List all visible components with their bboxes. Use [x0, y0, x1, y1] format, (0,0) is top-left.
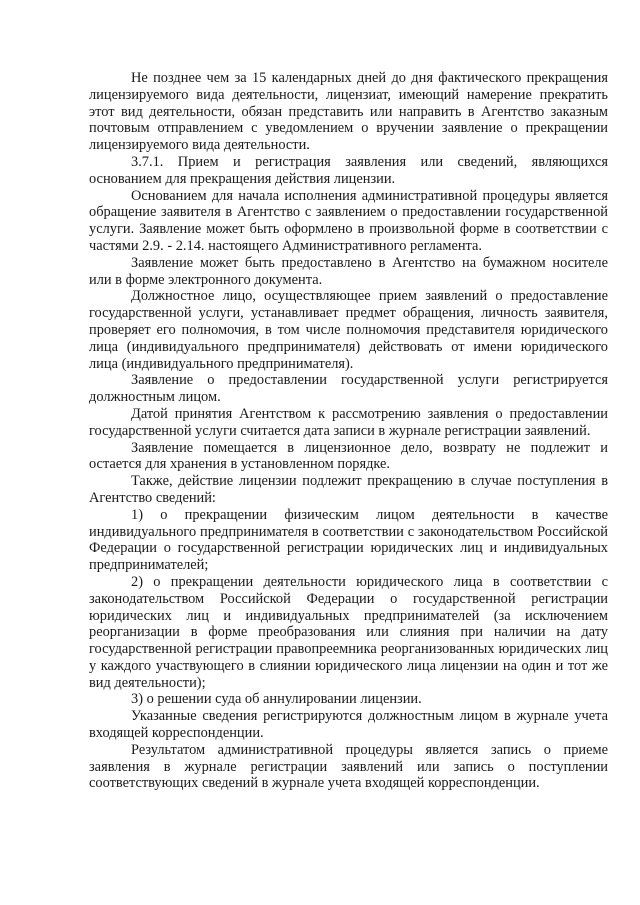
paragraph-termination-cases: Также, действие лицензии подлежит прекращению в случае поступления в Агентство сведений:	[89, 473, 608, 506]
paragraph-registration: Заявление о предоставлении государственной услуги регистрируется должностным лицом.	[89, 372, 608, 406]
paragraph-official-duties: Должностное лицо, осуществляющее прием заявлений о предоставление государственной услуги, устанавливает предмет обращения, личность заявителя, проверяет его полномочия, в том числе полномочия представителя юридического лица (индивидуального предпринимателя) действовать от имени юридического лица (индивидуального предпринимателя).	[89, 288, 608, 372]
paragraph-correspondence-log: Указанные сведения регистрируются должностным лицом в журнале учета входящей корреспонденции.	[89, 708, 608, 742]
paragraph-license-file: Заявление помещается в лицензионное дело, возврату не подлежит и остается для хранения в установленном порядке.	[89, 439, 608, 473]
list-item-1: 1) о прекращении физическим лицом деятельности в качестве индивидуального предпринимателя в соответствии с законодательством Российской Федерации о государственной регистрации юридических лиц и индивидуальных предпринимателей;	[89, 506, 608, 574]
paragraph-procedure-result: Результатом административной процедуры является запись о приеме заявления в журнале регистрации заявлений или запись о поступлении соответствующих сведений в журнале учета входящей корреспонденции.	[89, 741, 608, 792]
paragraph-submission-form: Заявление может быть предоставлено в Агентство на бумажном носителе или в форме электронного документа.	[89, 254, 608, 288]
list-item-2: 2) о прекращении деятельности юридического лица в соответствии с законодательством Российской Федерации о государственной регистрации юридических лиц и индивидуальных предпринимателей (за исключением реорганизации в форме преобразования или слияния при наличии на дату государственной регистрации правопреемника реорганизованных юридических лиц у каждого участвующего в слиянии юридического лица лицензии на один и тот же вид деятельности);	[89, 573, 608, 691]
paragraph-acceptance-date: Датой принятия Агентством к рассмотрению заявления о предоставлении государственной услуги считается дата записи в журнале регистрации заявлений.	[89, 405, 608, 439]
document-page	[89, 70, 608, 792]
list-item-3: 3) о решении суда об аннулировании лицензии.	[131, 691, 422, 708]
paragraph-notice-deadline: Не позднее чем за 15 календарных дней до дня фактического прекращения лицензируемого вида деятельности, лицензиат, имеющий намерение прекратить этот вид деятельности, обязан представить или направить в Агентство заказным почтовым отправлением с уведомлением о вручении заявление о прекращении лицензируемого вида деятельности.	[89, 70, 608, 154]
paragraph-procedure-basis: Основанием для начала исполнения административной процедуры является обращение заявителя в Агентство с заявлением о предоставлении государственной услуги. Заявление может быть оформлено в произвольной форме в соответствии с частями 2.9. - 2.14. настоящего Административного регламента.	[89, 187, 608, 254]
paragraph-section-3-7-1: 3.7.1. Прием и регистрация заявления или сведений, являющихся основанием для прекращения действия лицензии.	[89, 153, 608, 187]
